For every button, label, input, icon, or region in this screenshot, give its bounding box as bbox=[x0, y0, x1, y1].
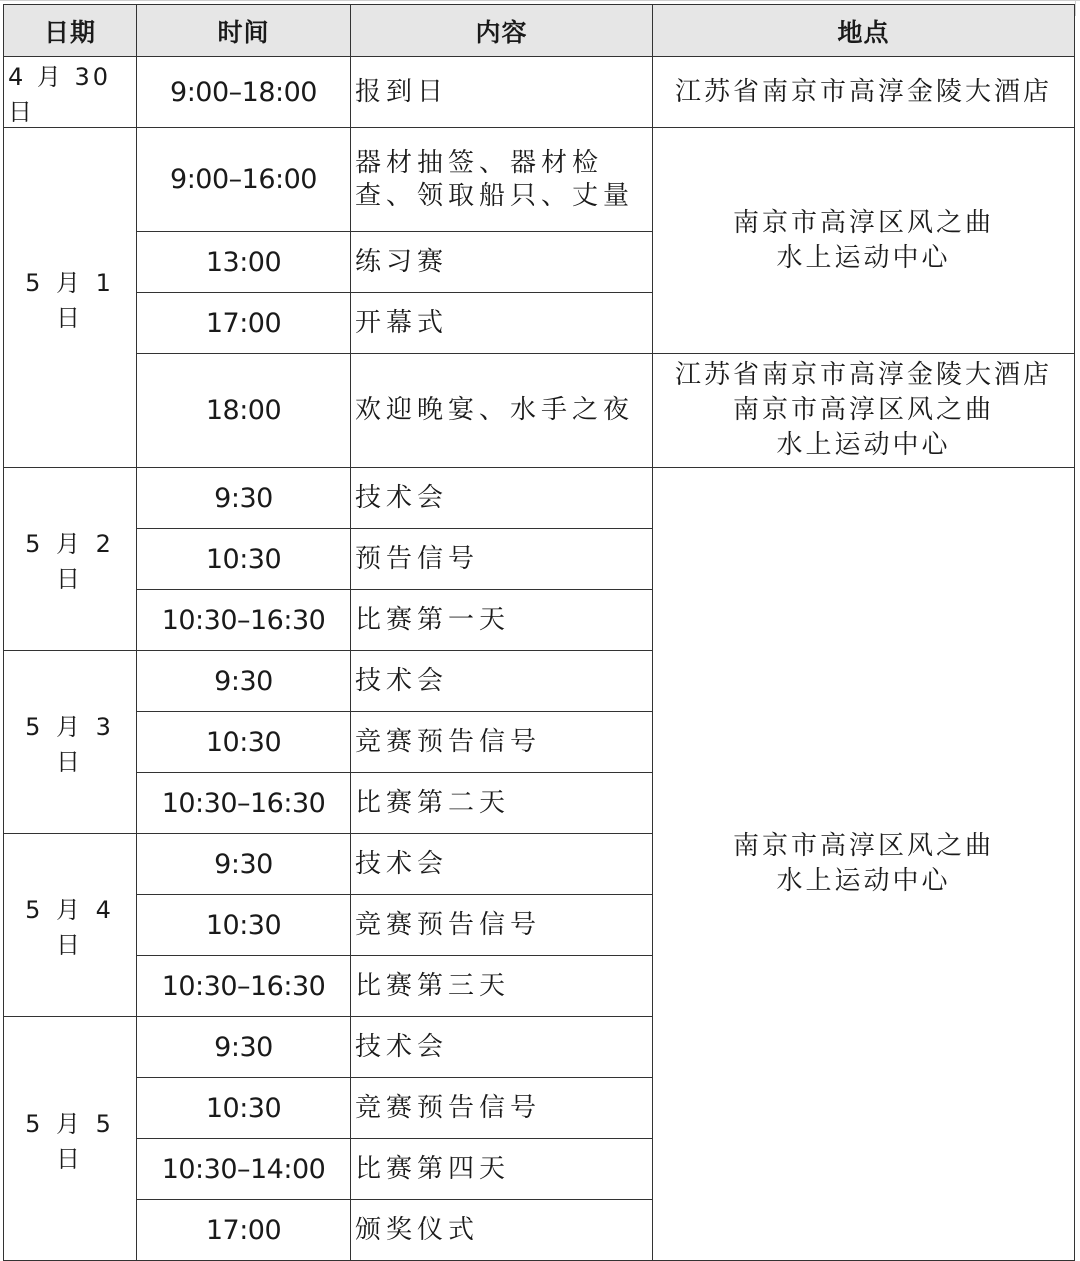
content-cell: 竞赛预告信号 bbox=[351, 1078, 653, 1139]
venue-line: 江苏省南京市高淳金陵大酒店 bbox=[674, 76, 1052, 107]
content-cell: 欢迎晚宴、水手之夜 bbox=[351, 354, 653, 468]
time-cell: 10:30 bbox=[137, 529, 351, 590]
date-cell: 5 月 1 日 bbox=[4, 128, 137, 468]
content-cell: 报到日 bbox=[351, 57, 653, 128]
content-cell: 技术会 bbox=[351, 834, 653, 895]
time-cell: 9:30 bbox=[137, 468, 351, 529]
table-row bbox=[4, 468, 1075, 529]
venue-line: 南京市高淳区风之曲 bbox=[732, 207, 994, 238]
time-cell: 9:00–16:00 bbox=[137, 128, 351, 232]
time-cell: 10:30–14:00 bbox=[137, 1139, 351, 1200]
content-cell: 技术会 bbox=[351, 468, 653, 529]
content-cell: 比赛第三天 bbox=[351, 956, 653, 1017]
table-row bbox=[4, 354, 1075, 468]
date-cell: 5 月 5 日 bbox=[4, 1017, 137, 1261]
table-row bbox=[4, 57, 1075, 128]
table-row bbox=[4, 128, 1075, 232]
date-cell: 5 月 3 日 bbox=[4, 651, 137, 834]
venue-line: 水上运动中心 bbox=[776, 866, 951, 896]
time-cell: 9:30 bbox=[137, 834, 351, 895]
time-cell: 9:30 bbox=[137, 1017, 351, 1078]
venue-line: 水上运动中心 bbox=[776, 430, 951, 460]
content-cell: 比赛第一天 bbox=[351, 590, 653, 651]
side-border-line bbox=[1075, 0, 1076, 16]
venue-line: 水上运动中心 bbox=[776, 242, 951, 273]
content-cell: 竞赛预告信号 bbox=[351, 712, 653, 773]
time-cell: 10:30–16:30 bbox=[137, 590, 351, 651]
content-cell: 器材抽签、器材检查、领取船只、丈量 bbox=[351, 128, 653, 232]
venue-cell bbox=[653, 128, 1075, 354]
date-cell: 5 月 2 日 bbox=[4, 468, 137, 651]
date-cell: 5 月 4 日 bbox=[4, 834, 137, 1017]
header-time: 时间 bbox=[137, 5, 351, 57]
content-cell: 颁奖仪式 bbox=[351, 1200, 653, 1261]
time-cell: 10:30 bbox=[137, 1078, 351, 1139]
time-cell: 10:30 bbox=[137, 712, 351, 773]
content-cell: 技术会 bbox=[351, 1017, 653, 1078]
header-date: 日期 bbox=[4, 5, 137, 57]
time-cell: 13:00 bbox=[137, 232, 351, 293]
time-cell: 17:00 bbox=[137, 1200, 351, 1261]
header-venue: 地点 bbox=[653, 5, 1075, 57]
content-cell: 练习赛 bbox=[351, 232, 653, 293]
venue-line: 江苏省南京市高淳金陵大酒店 bbox=[674, 360, 1052, 390]
time-cell: 10:30 bbox=[137, 895, 351, 956]
content-cell: 比赛第四天 bbox=[351, 1139, 653, 1200]
time-cell: 9:00–18:00 bbox=[137, 57, 351, 128]
header-content: 内容 bbox=[351, 5, 653, 57]
time-cell: 17:00 bbox=[137, 293, 351, 354]
venue-cell bbox=[653, 57, 1075, 128]
time-cell: 18:00 bbox=[137, 354, 351, 468]
content-cell: 比赛第二天 bbox=[351, 773, 653, 834]
date-cell: 4 月 30 日 bbox=[4, 57, 137, 128]
content-cell: 开幕式 bbox=[351, 293, 653, 354]
schedule-table bbox=[3, 4, 1075, 1261]
content-cell: 预告信号 bbox=[351, 529, 653, 590]
venue-cell bbox=[653, 468, 1075, 1261]
content-cell: 竞赛预告信号 bbox=[351, 895, 653, 956]
header-row bbox=[4, 5, 1075, 57]
venue-line: 南京市高淳区风之曲 bbox=[732, 831, 994, 861]
venue-line: 南京市高淳区风之曲 bbox=[732, 395, 994, 425]
venue-cell bbox=[653, 354, 1075, 468]
top-border-line bbox=[0, 0, 1080, 1]
content-cell: 技术会 bbox=[351, 651, 653, 712]
time-cell: 9:30 bbox=[137, 651, 351, 712]
time-cell: 10:30–16:30 bbox=[137, 773, 351, 834]
time-cell: 10:30–16:30 bbox=[137, 956, 351, 1017]
